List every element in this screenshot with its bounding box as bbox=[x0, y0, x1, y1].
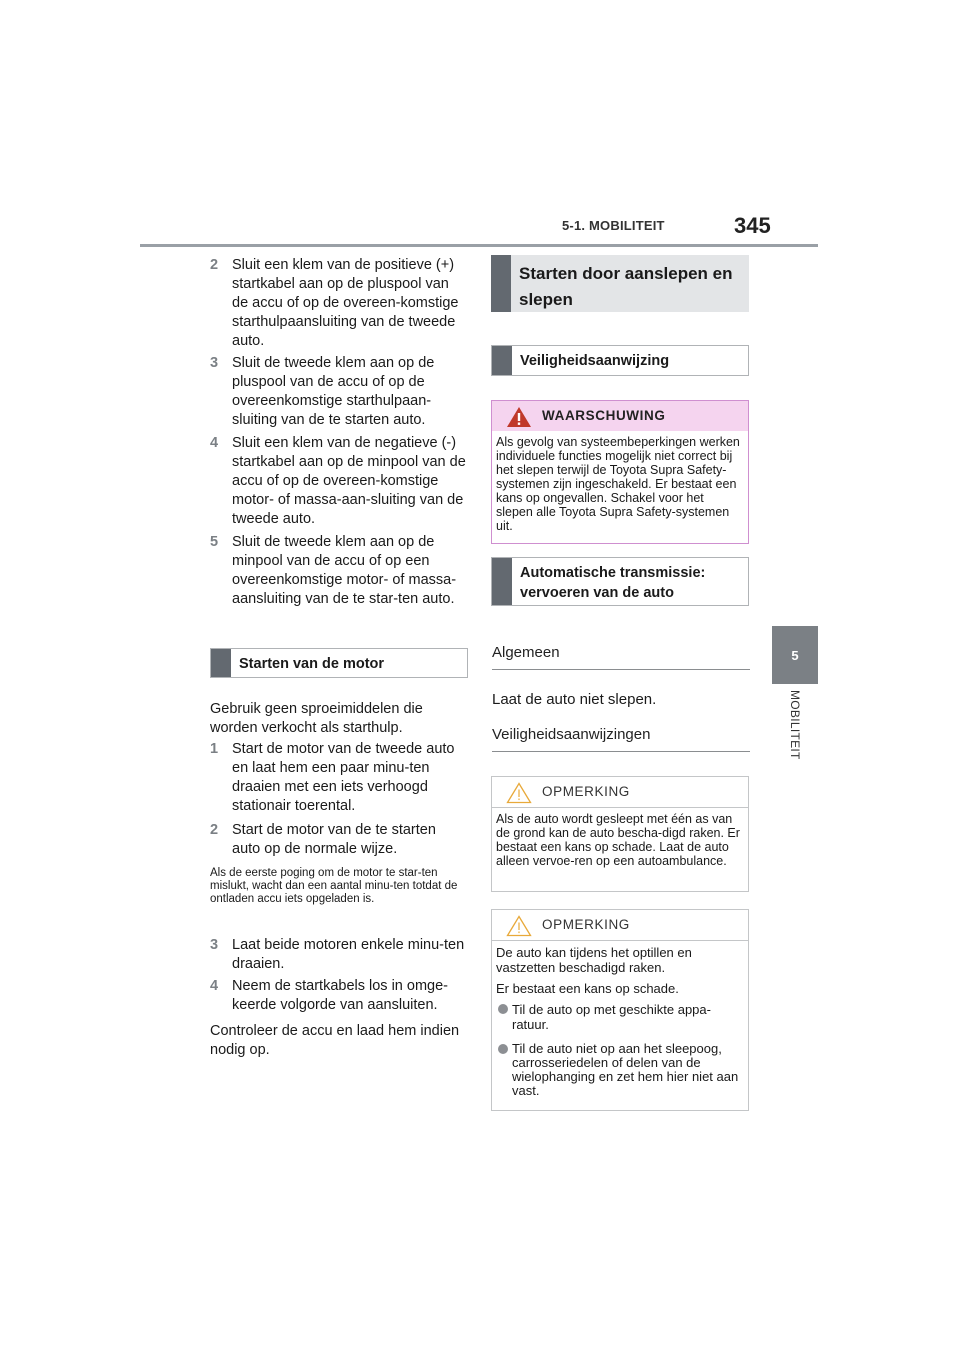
warning-text: Als gevolg van systeembeperkingen werken individuele functies mogelijk niet correct bij het slepen terwijl de Toyota Supra Safety-systemen zijn ingeschakeld. Er bestaat een kans op ongevallen. Schakel voor het slepen alle Toyota Supra Safety-systemen uit. bbox=[496, 435, 740, 533]
bullet-item: Til de auto niet op aan het sleepoog, carrosseriedelen of delen van de wielophanging en zet hem hier niet aan vast. bbox=[496, 1042, 742, 1098]
subheading-general: Algemeen bbox=[492, 644, 750, 670]
general-text: Laat de auto niet slepen. bbox=[492, 691, 657, 708]
note-title: OPMERKING bbox=[542, 784, 630, 799]
main-heading: Starten door aanslepen en slepen bbox=[491, 255, 749, 312]
step-item: 5 Sluit de tweede klem aan op de minpool van de accu of op een overeenkomstige motor- of massa-aansluiting van de te star-ten auto. bbox=[210, 534, 457, 607]
note-triangle-icon bbox=[506, 782, 532, 804]
step-item: 3 Sluit de tweede klem aan op de pluspool van de accu of op de overeenkomstige starthulpaan-sluiting van de te starten auto. bbox=[210, 355, 435, 428]
bullet-dot-icon bbox=[498, 1004, 508, 1014]
warning-triangle-icon bbox=[506, 406, 532, 428]
step-item: 3 Laat beide motoren enkele minu-ten draaien. bbox=[210, 937, 465, 972]
step-item: 2 Sluit een klem van de positieve (+) startkabel aan op de pluspool van de accu of op de overeen-komstige starthulpaansluiting van de tweede auto. bbox=[210, 257, 459, 349]
step-item: 1 Start de motor van de tweede auto en laat hem een paar minu-ten draaien met een iets verhoogd stationair toerental. bbox=[210, 741, 455, 814]
note-box bbox=[491, 909, 749, 1111]
step-item: 4 Neem de startkabels los in omge-keerde volgorde van aansluiten. bbox=[210, 978, 448, 1013]
safety-heading: Veiligheidsaanwijzing bbox=[491, 345, 749, 376]
note-text: Er bestaat een kans op schade. bbox=[496, 981, 679, 996]
note-title: OPMERKING bbox=[542, 917, 630, 932]
closing-text: Controleer de accu en laad hem indien nodig op. bbox=[210, 1023, 460, 1058]
chapter-label: MOBILITEIT bbox=[788, 690, 802, 760]
warning-box bbox=[491, 400, 749, 544]
warning-title: WAARSCHUWING bbox=[542, 408, 666, 423]
chapter-tab[interactable]: 5 bbox=[772, 626, 818, 684]
bullet-item: Til de auto op met geschikte appa-ratuur. bbox=[496, 1002, 742, 1032]
intro-text: Gebruik geen sproeimiddelen die worden verkocht als starthulp. bbox=[210, 701, 423, 736]
small-note: Als de eerste poging om de motor te star-ten mislukt, wacht dan een aantal minu-ten totdat de ontladen accu iets opgeladen is. bbox=[210, 867, 458, 905]
header-divider bbox=[140, 244, 818, 247]
subheading-safety: Veiligheidsaanwijzingen bbox=[492, 726, 750, 752]
section-title: 5-1. MOBILITEIT bbox=[562, 218, 665, 233]
note-text: De auto kan tijdens het optillen en vastzetten beschadigd raken. bbox=[496, 945, 692, 975]
step-item: 4 Sluit een klem van de negatieve (-) startkabel aan op de minpool van de accu of op de overeen-komstige motor- of massa-aan-sluiting van de tweede auto. bbox=[210, 435, 466, 527]
step-item: 2 Start de motor van de te starten auto op de normale wijze. bbox=[210, 822, 436, 857]
section-heading-starten: Starten van de motor bbox=[210, 648, 468, 678]
note-triangle-icon bbox=[506, 915, 532, 937]
note-box bbox=[491, 776, 749, 892]
bullet-dot-icon bbox=[498, 1044, 508, 1054]
page-number: 345 bbox=[734, 213, 771, 238]
note-text: Als de auto wordt gesleept met één as van de grond kan de auto bescha-digd raken. Er bestaat een kans op schade. Laat de auto alleen vervoe-ren op een autoambulance. bbox=[496, 812, 740, 868]
transmission-heading: Automatische transmissie: vervoeren van de auto bbox=[491, 557, 749, 606]
